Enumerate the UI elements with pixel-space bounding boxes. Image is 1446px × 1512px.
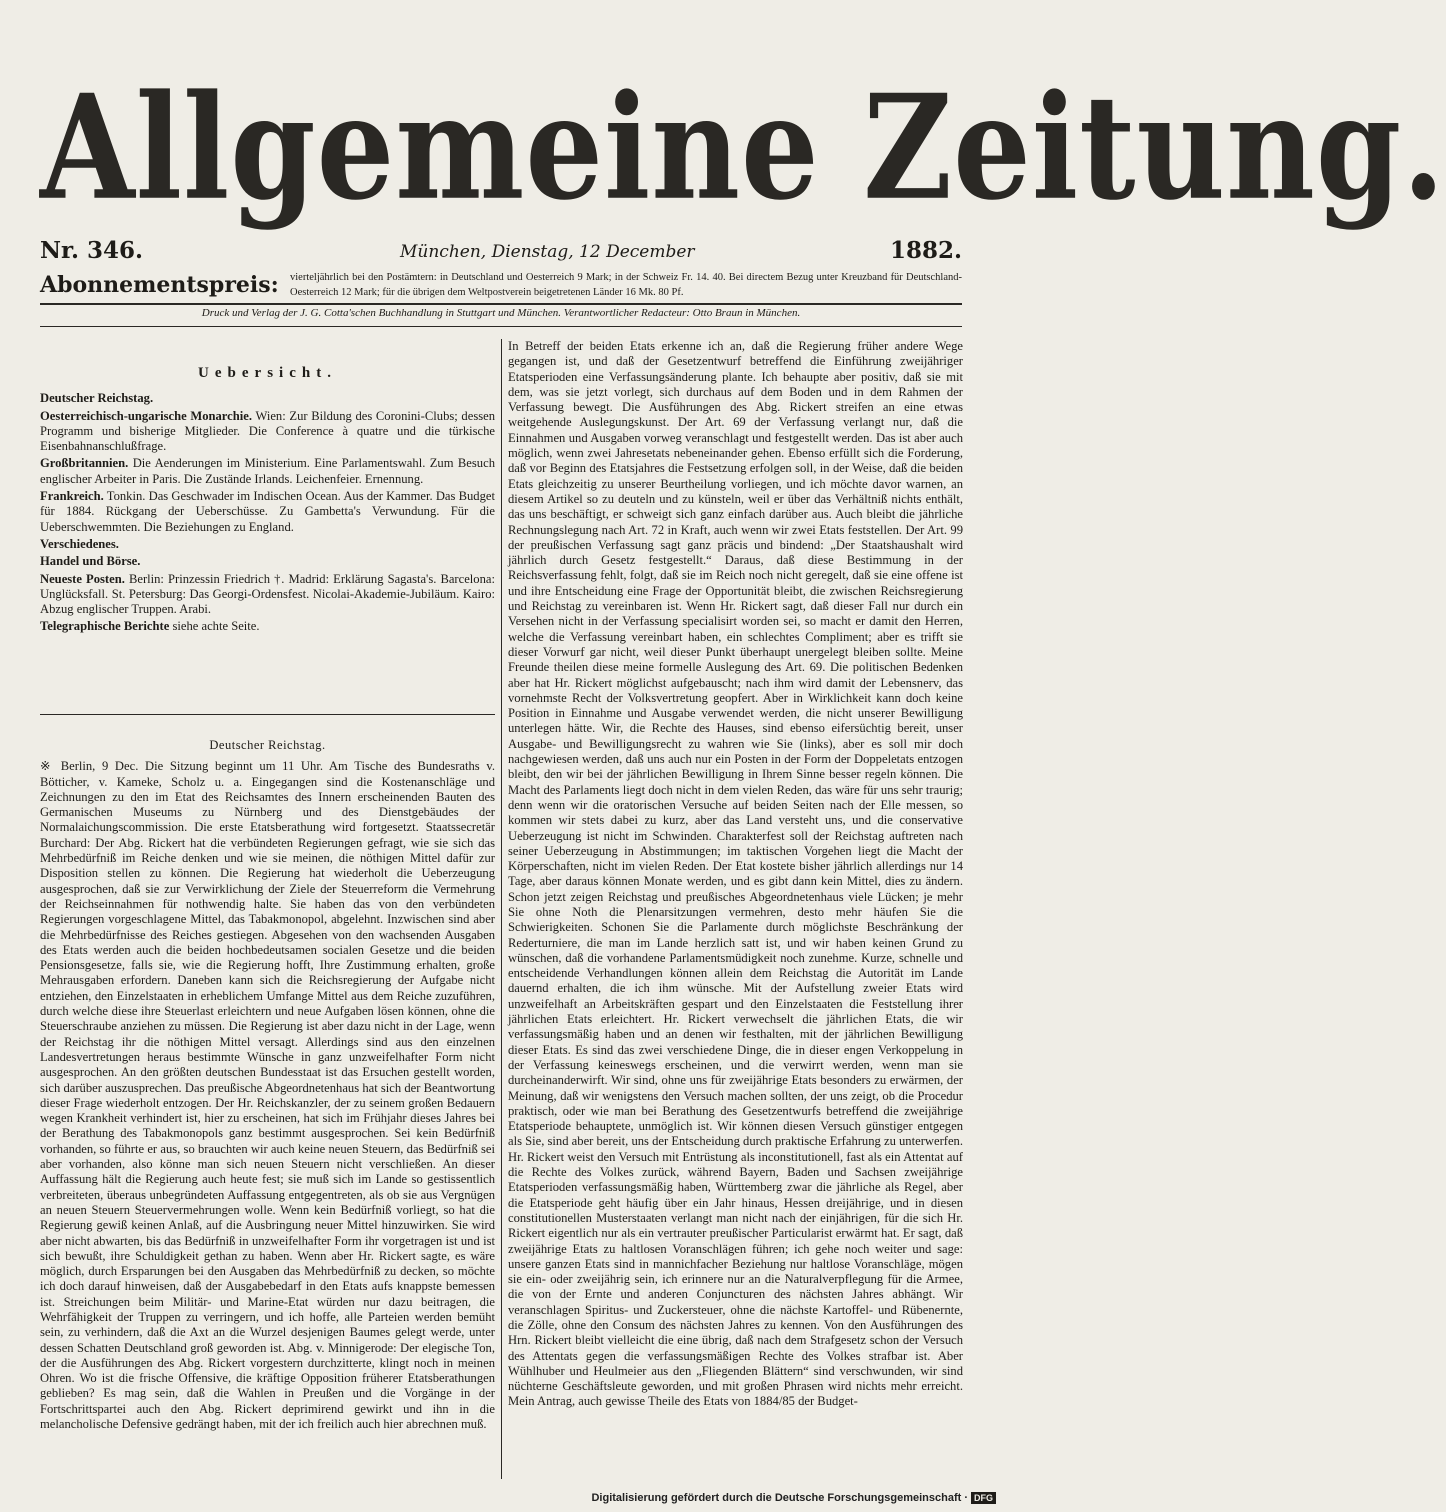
digitization-credit [591, 1492, 996, 1504]
overview-item-text: Tonkin. Das Geschwader im Indischen Ocean. Aus der Kammer. Das Budget für 1884. Rückgang der Ueberschüsse. Zu Gambetta's Verwundung. Für die Ueberschwemmten. Die Beziehungen zu England. [40, 489, 495, 534]
masthead-title: Allgemeine Zeitung. [40, 62, 1446, 232]
overview-item-text: Wien: Zur Bildung des Coronini-Clubs; dessen Programm und bisherige Mitglieder. Die Conference à quatre und die türkische Eisenbahnanschlußfrage. [40, 408, 496, 454]
credit-text: Digitalisierung gefördert durch die Deutsche Forschungsgemeinschaft · [591, 1492, 968, 1504]
column-divider [501, 339, 502, 1479]
subscription-text: vierteljährlich bei den Postämtern: in Deutschland und Oesterreich 9 Mark; in der Schweiz Fr. 14. 40. Bei directem Bezug unter Kreuzband für Deutschland-Oesterreich 12 Mark; für die übrigen dem Weltpostverein beigetretenen Länder 16 Mk. 80 Pf. [290, 272, 962, 298]
overview-item [40, 572, 495, 618]
article-column-right [508, 339, 963, 1410]
overview-item-heading: Deutscher Reichstag. [40, 391, 154, 406]
overview-item-heading: Großbritannien. [40, 456, 129, 471]
overview-item-heading: Oesterreichisch-ungarische Monarchie. [40, 408, 253, 423]
overview-item-heading: Frankreich. [40, 489, 104, 504]
overview-item-heading: Neueste Posten. [40, 571, 125, 586]
top-rule [40, 303, 962, 305]
article-continuation: In Betreff der beiden Etats erkenne ich an, daß die Regierung früher andere Wege gegangen ist, und daß der Gesetzentwurf betreffend die Einführung zweijähriger Etatsperioden eine Verfassungsänderung plante. Ich behaupte aber positiv, daß sie mit dem, was sie jetzt vorlegt, sich durchaus auf dem Boden und in dem Rahmen der Verfassung bewegt. Die Ausführungen des Abg. Rickert streifen an eine etwas weitgehende Auslegungskunst. Der Art. 69 der Verfassung verlangt nur, daß die Einnahmen und Ausgaben vorweg veranschlagt und festgestellt werden. Das ist aber auch möglich, wenn zwei Jahresetats nebeneinander gehen. Ebenso erfüllt sich die Forderung, daß vor Beginn des Etatsjahres die Festsetzung erfolgen soll, in der Weise, daß die beiden Etats gleichzeitig zu unserer Beurtheilung vorliegen, und ich möchte davor warnen, an diesem Artikel so zu deuteln und zu künsteln, weil er über das Verhältniß nichts enthält, das uns beschäftigt, er schweigt sich ganz einfach darüber aus. Auch bleibt die jährliche Rechnungslegung nach Art. 72 in Kraft, auch wenn wir zwei Etats feststellen. Der Art. 99 der preußischen Verfassung sagt ganz präcis und bindend: „Der Staatshaushalt wird jährlich durch Gesetz festgestellt.“ Daraus, daß diese Bestimmung in der Reichsverfassung fehlt, folgt, daß sie im Reich noch nicht geregelt, daß sie eine offene ist und ihre Entscheidung eine Frage der Opportunität bleibt, die zwischen Reichsregierung und Reichstag zu vereinbaren ist. Wenn Hr. Rickert sagt, daß dieser Fall nur durch ein Versehen nicht in der Verfassung specialisirt worden sei, so macht er damit den Herren, welche die Verfassung vereinbart haben, ein schlechtes Compliment; aber es trifft sie dieser Vorwurf gar nicht, weil dieser Punkt überhaupt unergelegt bleiben sollte. Meine Freunde theilen diese meine formelle Auslegung des Art. 69. Die politischen Bedenken aber hat Hr. Rickert möglichst aufgebauscht; nach ihm wird damit der Lebensnerv, das vornehmste Recht der Volksvertretung geopfert. Aber in Wirklichkeit kann doch keine Position in Einnahme und Ausgabe verwendet werden, die nicht unserer Bewilligung unterlegen hätte. Wir, die Rechte des Hauses, sind ebenso eifersüchtig bereit, unser Ausgabe- und Bewilligungsrecht zu wahren wie Sie (links), aber es soll mir doch nachgewiesen werden, daß uns auch nur ein Posten in der Form der Doppeletats entzogen bleibt, den wir bei der jährlichen Bewilligung in Ihrem Sinne besser regeln können. Die Macht des Parlaments liegt doch nicht in dem vielen Reden, das wäre für uns sehr traurig; denn wenn wir die oratorischen Versuche auf beiden Seiten nach der Elle messen, so kommen wir stets dabei zu kurz, aber das Land versteht uns, und die conservative Ueberzeugung ist nicht im Schwinden. Charakterfest soll der Reichstag auftreten nach seiner Ueberzeugung in Abstimmungen; im taktischen Vorgehen liegt die Macht der Körperschaften, nicht im vielen Reden. Der Etat kostete bisher jährlich allerdings nur 14 Tage, aber daraus können Monate werden, und es gibt dann kein Mittel, dies zu ändern. Schon jetzt zeigen Reichstag und preußisches Abgeordnetenhaus viele Lücken; je mehr Sie ohne Noth die Plenarsitzungen vermehren, desto mehr häufen Sie die Schwierigkeiten. Schonen Sie die Parlamente durch möglichste Beschränkung der Rederturniere, die man im Lande herzlich satt ist, und wir haben keinen Grund zu wünschen, daß die vorhandene Parlamentsmüdigkeit noch zunehme. Kurze, schnelle und entscheidende Verhandlungen können allein dem Reichstag die Autorität im Lande dauernd erhalten, die ich ihm wünsche. Mit der Aufstellung zweier Etats wird unzweifelhaft an Arbeitskräften gespart und den Einzelstaaten die Feststellung ihrer jährlichen Etats erleichtert. Hr. Rickert verwechselt die jährlichen Etats, die wir verfassungsmäßig haben und an denen wir festhalten, mit der jährlichen Bewilligung dieser Etats. Es sind das zwei verschiedene Dinge, die in dieser engen Verkoppelung in der Verfassung keineswegs erscheinen, und die verwirrt werden, wenn man sie durcheinanderwirft. Wir sind, ohne uns für zweijährige Etats besonders zu erwärmen, der Meinung, daß wir wenigstens den Versuch machen sollten, der uns zeigt, ob die Procedur praktisch, oder wie man bei Berathung des Gesetzentwurfs betreffend die zweijährige Etatsperiode behauptete, unmöglich ist. Wir können diesen Versuch günstiger entgegen als Sie, sind aber bereit, uns der Entscheidung durch praktische Erfahrung zu unterwerfen. Hr. Rickert weist den Versuch mit Entrüstung als inconstitutionell, fast als ein Attentat auf die Rechte des Volkes zurück, während Bayern, Baden und Sachsen zweijährige Etatsperioden verfassungsmäßig haben, Württemberg zwar die jährliche als Regel, aber die Etatsperiode geht häufig über ein Jahr hinaus, Hessen dreijährige, und in diesen constitutionellen Musterstaaten verlangt man nicht nach der einjährigen, für die sich Hr. Rickert eigentlich nur als ein vertrauter preußischer Particularist erwärmt hat. Er sagt, daß zweijährige Etats zu haltlosen Voranschlägen führen; ich gehe noch weiter und sage: unsere ganzen Etats sind in mannichfacher Beziehung nur haltlose Voranschläge, mögen sie ein- oder zweijährig sein, ich erinnere nur an die Naturalverpflegung für die Armee, die von der Ernte und anderen Conjuncturen des nächsten Jahres abhängt. Wir veranschlagen Spiritus- und Zuckersteuer, ohne die nächste Kartoffel- und Rübenernte, die Zölle, ohne den Consum des nächsten Jahres zu kennen. Von den Ausführungen des Hrn. Rickert bleibt vielleicht die eine übrig, daß nach dem Strafgesetz schon der Versuch des Attentats gegen die verfassungsmäßigen Rechte des Volkes strafbar ist. Aber Wühlhuber und Heulmeier aus den „Fliegenden Blättern“ sind verschwunden, wir sind nüchterne Geschäftsleute geworden, und mit großen Phrasen wird nichts mehr erreicht. Mein Antrag, auch gewisse Theile des Etats von 1884/85 der Budget- [508, 339, 963, 1409]
overview-item-heading: Verschiedenes. [40, 536, 119, 551]
overview-list [40, 391, 495, 634]
overview-item [40, 554, 495, 569]
issue-line [40, 237, 962, 265]
article-paragraph: ※ Berlin, 9 Dec. Die Sitzung beginnt um 11 Uhr. Am Tische des Bundesraths v. Bötticher, v. Kameke, Scholz u. a. Eingegangen sind die Kostenanschläge und Zeichnungen zu den im Etat des Reichsamtes des Innern erscheinenden Bauten des Germanischen Museums zu Nürnberg und des Dienstgebäudes der Normalaichungscommission. Die erste Etatsberathung wird fortgesetzt. Staatssecretär Burchard: Der Abg. Rickert hat die verbündeten Regierungen gefragt, wie sie sich das Mehrbedürfniß im Reiche denken und wie sie meinen, die nöthigen Mittel dafür zur Disposition stellen zu können. Die Regierung hat wiederholt die Ueberzeugung ausgesprochen, daß sie zur Verwirklichung der Ziele der Steuerreform die Vermehrung der Reichseinnahmen für nothwendig halte. Sie haben das von den verbündeten Regierungen vorgeschlagene Mittel, das Tabakmonopol, abgelehnt. Inzwischen sind aber die Mehrbedürfnisse des Reiches gestiegen. Abgesehen von den wachsenden Ausgaben des Etats werden auch die beiden hochbedeutsamen socialen Gesetze und die beiden Pensionsgesetze, falls sie, wie die Regierung hofft, Ihre Zustimmung erhalten, große Mehrausgaben erfordern. Daneben kann sich die Reichsregierung der Aufgabe nicht entziehen, den Einzelstaaten in erheblichem Umfange Mittel aus dem Reiche zuzuführen, durch welche diese ihre Steuerlast erleichtern und neue Aufgaben lösen können, ohne die Steuerschraube anziehen zu müssen. Die Regierung ist aber dazu nicht in der Lage, wenn der Reichstag ihr die nöthigen Mittel versagt. Allerdings sind aus den einzelnen Landesvertretungen heraus bestimmte Wünsche in ganz unzweifelhafter Form nicht ausgesprochen. An den größten deutschen Bundesstaat ist das Ersuchen gestellt worden, sich darüber auszusprechen. Das preußische Abgeordnetenhaus hat sich der Beantwortung dieser Frage wiederholt entzogen. Der Hr. Reichskanzler, der zu seinem großen Bedauern wegen Krankheit verhindert ist, hier zu erscheinen, hat sich im Frühjahr dieses Jahres bei der Berathung des Tabakmonopols ganz bestimmt ausgesprochen. Sei kein Bedürfniß vorhanden, so führte er aus, so brauchten wir auch keine neuen Steuern, das Bedürfniß sei aber vorhanden, also könne man sich neuen Steuern nicht verschließen. An dieser Auffassung hält die Regierung auch heute fest; sie muß sich im Lande so gestissentlich verbreiteten, überaus unbegründeten Auffassung entgegentreten, als ob sie aus Vergnügen an neuen Steuern Steuervermehrungen wolle. Wenn kein Bedürfniß vorliegt, so hat die Regierung gewiß keinen Anlaß, auf die Ausbringung neuer Mittel hinzuwirken. Sie wird aber nicht abwarten, bis das Bedürfniß in unzweifelhafter Form ihr vorgetragen ist und ist sich bewußt, ihre Schuldigkeit gethan zu haben. Wenn aber Hr. Rickert sagte, es wäre möglich, durch Ersparungen bei den Ausgaben das Mehrbedürfniß zu decken, so möchte ich doch darauf hinweisen, daß der Ausgabebedarf in den Etats aufs knappste bemessen ist. Streichungen beim Militär- und Marine-Etat würden nur dazu beitragen, die Wehrfähigkeit der Truppen zu verringern, und ich hoffe, alle Parteien werden bemüht sein, zu verhindern, daß die Axt an die Wurzel desjenigen Baumes gelegt werde, unter dessen Schatten Deutschland groß geworden ist. Abg. v. Minnigerode: Der elegische Ton, der die Ausführungen des Abg. Rickert vorgestern durchzitterte, klingt noch in meinen Ohren. Wo ist die frische Offensive, die kräftige Opposition früherer Etatsberathungen geblieben? Es mag sein, daß die Wahlen in Preußen und die Vorgänge in der Fortschrittspartei auch den Abg. Rickert deprimirend gewirkt und ihn in die melancholische Defensive gedrängt haben, mit der ich freilich auch hier abrechnen muß. [40, 759, 495, 1432]
overview-item-text: Berlin: Prinzessin Friedrich †. Madrid: Erklärung Sagasta's. Barcelona: Unglücksfall. St. Petersburg: Das Georgi-Ordensfest. Nicolai-Akademie-Jubiläum. Kairo: Abzug englischer Truppen. Arabi. [40, 571, 495, 617]
overview-item [40, 456, 495, 487]
overview-title: Uebersicht. [198, 365, 337, 381]
section-rule [40, 714, 495, 715]
issue-year: 1882. [889, 237, 962, 264]
overview-column [40, 366, 495, 637]
overview-item-heading: Handel und Börse. [40, 554, 141, 569]
article-section-title: Deutscher Reichstag. [209, 738, 326, 752]
subscription-label: Abonnementspreis: [40, 272, 279, 298]
dfg-logo: DFG [971, 1492, 996, 1504]
overview-item-text: siehe achte Seite. [172, 619, 260, 634]
issue-number: Nr. 346. [40, 237, 144, 264]
subscription-block [40, 270, 962, 304]
overview-item [40, 619, 495, 634]
article-column-left [40, 738, 495, 1432]
overview-item [40, 489, 495, 535]
overview-item [40, 537, 495, 552]
overview-item-text: Die Aenderungen im Ministerium. Eine Parlamentswahl. Zum Besuch englischer Arbeiter in Paris. Die Zustände Irlands. Leichenfeier. Ernennung. [40, 456, 495, 486]
issue-dateline: München, Dienstag, 12 December [400, 242, 695, 262]
overview-item [40, 409, 495, 455]
imprint-rule [40, 326, 962, 327]
imprint-line: Druck und Verlag der J. G. Cotta'schen Buchhandlung in Stuttgart und München. Verantwortlicher Redacteur: Otto Braun in München. [201, 307, 801, 319]
overview-item-heading: Telegraphische Berichte [40, 619, 170, 634]
overview-item [40, 391, 495, 406]
